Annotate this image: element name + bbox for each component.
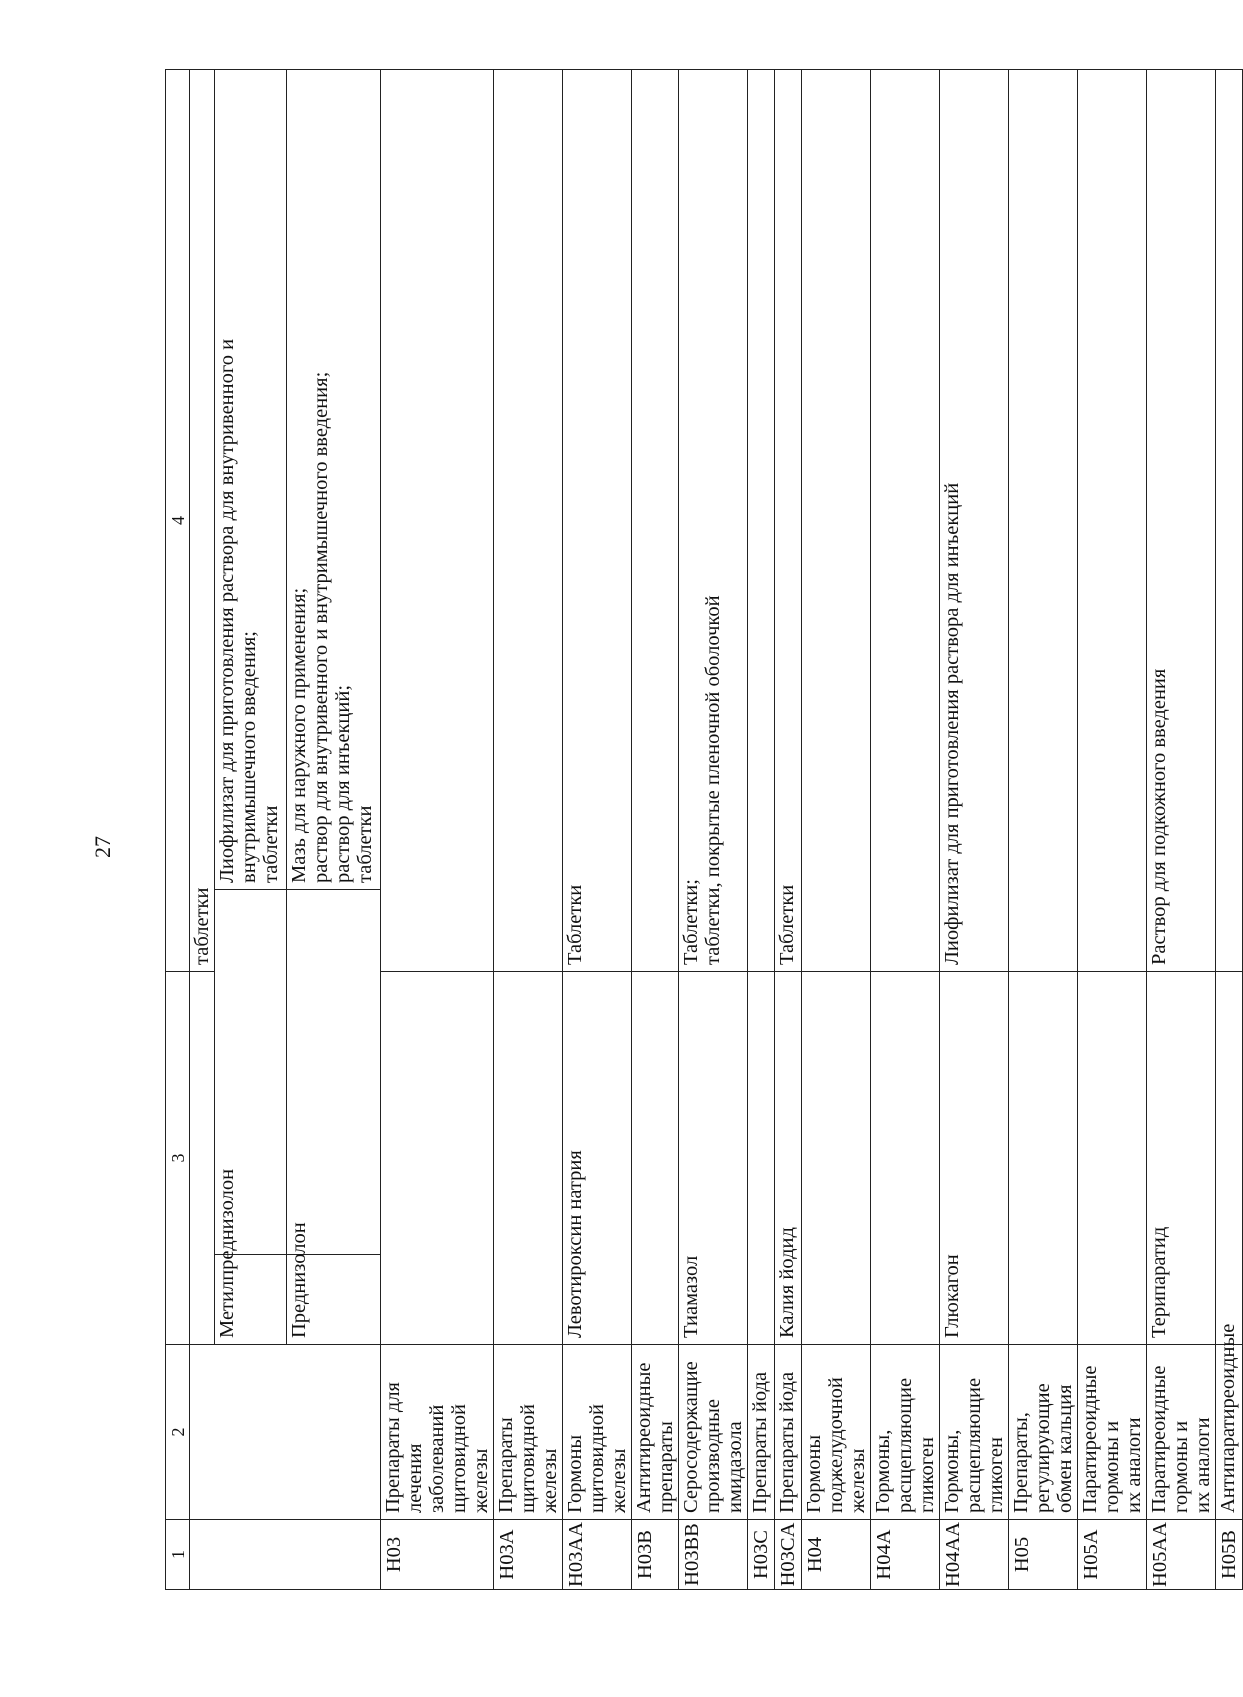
code-cell: H03A xyxy=(494,1520,563,1590)
form-cell xyxy=(802,69,871,971)
code-cell: H03CA xyxy=(775,1520,802,1590)
code-cell: H03BB xyxy=(679,1520,748,1590)
group-cell: Паратиреоидные гормоны и их аналоги xyxy=(1147,1345,1216,1520)
drug-table xyxy=(165,69,1243,1590)
header-cell-3: 3 xyxy=(166,971,190,1344)
drug-cell xyxy=(381,971,494,1344)
table-row xyxy=(940,69,1009,1589)
header-cell-1: 1 xyxy=(166,1520,190,1590)
form-cell: Таблетки xyxy=(563,69,632,971)
group-cell: Препараты, регулирующие обмен кальция xyxy=(1009,1345,1078,1520)
table-row xyxy=(871,69,940,1589)
empty-group-cell xyxy=(190,1345,381,1520)
form-cell xyxy=(1078,69,1147,971)
code-cell: H05A xyxy=(1078,1520,1147,1590)
form-cell: Мазь для наружного применения; раствор для внутривенного и внутримышечного введения; раствор для инъекций; таблетки xyxy=(287,69,381,889)
header-row xyxy=(166,69,190,1589)
form-cell xyxy=(381,69,494,971)
group-cell: Паратиреоидные гормоны и их аналоги xyxy=(1078,1345,1147,1520)
drug-cell xyxy=(494,971,563,1344)
drug-cell: Калия йодид xyxy=(775,971,802,1344)
table-row xyxy=(494,69,563,1589)
drug-cell xyxy=(802,971,871,1344)
header-cell-2: 2 xyxy=(166,1345,190,1520)
form-cell xyxy=(748,69,775,971)
group-cell: Гормоны щитовидной железы xyxy=(563,1345,632,1520)
group-cell: Антитиреоидные препараты xyxy=(632,1345,679,1520)
drug-table-container xyxy=(165,70,1240,1590)
group-cell: Серосодержащие производные имидазола xyxy=(679,1345,748,1520)
code-cell: H04 xyxy=(802,1520,871,1590)
table-row xyxy=(748,69,775,1589)
spacer-cell xyxy=(287,889,381,1254)
code-cell: H05AA xyxy=(1147,1520,1216,1590)
header-cell-4: 4 xyxy=(166,69,190,971)
form-cell xyxy=(494,69,563,971)
form-cell: Лиофилизат для приготовления раствора для внутривенного и внутримышечного введения; таблетки xyxy=(215,69,287,889)
code-cell: H03AA xyxy=(563,1520,632,1590)
empty-code-cell xyxy=(190,1520,381,1590)
form-cell xyxy=(1216,69,1243,971)
table-row xyxy=(1216,69,1243,1589)
table-row xyxy=(563,69,632,1589)
table-row xyxy=(802,69,871,1589)
page-number: 27 xyxy=(90,836,115,858)
group-cell: Гормоны, расщепляющие гликоген xyxy=(871,1345,940,1520)
code-cell: H03B xyxy=(632,1520,679,1590)
drug-cell xyxy=(1078,971,1147,1344)
table-row xyxy=(381,69,494,1589)
group-cell: Антипаратиреоидные xyxy=(1216,1345,1243,1520)
form-cell xyxy=(632,69,679,971)
code-cell: H05 xyxy=(1009,1520,1078,1590)
form-cell: Лиофилизат для приготовления раствора для инъекций xyxy=(940,69,1009,971)
form-cell: таблетки xyxy=(190,69,215,971)
group-cell: Гормоны, расщепляющие гликоген xyxy=(940,1345,1009,1520)
group-cell: Препараты для лечения заболеваний щитовидной железы xyxy=(381,1345,494,1520)
drug-cell xyxy=(871,971,940,1344)
drug-cell: Левотироксин натрия xyxy=(563,971,632,1344)
drug-cell: Преднизолон xyxy=(287,1255,381,1345)
table-row xyxy=(1078,69,1147,1589)
drug-cell xyxy=(1216,971,1243,1344)
table-row xyxy=(679,69,748,1589)
group-cell: Препараты йода xyxy=(748,1345,775,1520)
group-cell: Препараты щитовидной железы xyxy=(494,1345,563,1520)
drug-cell: Тиамазол xyxy=(679,971,748,1344)
table-row xyxy=(775,69,802,1589)
form-cell: Таблетки; таблетки, покрытые пленочной оболочкой xyxy=(679,69,748,971)
form-cell: Раствор для подкожного введения xyxy=(1147,69,1216,971)
code-cell: H04AA xyxy=(940,1520,1009,1590)
drug-cell xyxy=(1009,971,1078,1344)
table-row xyxy=(1009,69,1078,1589)
code-cell: H03 xyxy=(381,1520,494,1590)
table-row xyxy=(1147,69,1216,1589)
drug-cell xyxy=(748,971,775,1344)
drug-cell xyxy=(632,971,679,1344)
table-row xyxy=(632,69,679,1589)
code-cell: H03C xyxy=(748,1520,775,1590)
code-cell: H04A xyxy=(871,1520,940,1590)
group-cell: Гормоны поджелудочной железы xyxy=(802,1345,871,1520)
drug-cell: Метилпреднизолон xyxy=(215,1255,287,1345)
drug-cell: Глюкагон xyxy=(940,971,1009,1344)
drug-cell xyxy=(190,971,215,1344)
form-cell xyxy=(871,69,940,971)
form-cell xyxy=(1009,69,1078,971)
code-cell: H05B xyxy=(1216,1520,1243,1590)
continuation-row xyxy=(190,69,215,1589)
form-cell: Таблетки xyxy=(775,69,802,971)
group-cell: Препараты йода xyxy=(775,1345,802,1520)
drug-cell: Терипаратид xyxy=(1147,971,1216,1344)
